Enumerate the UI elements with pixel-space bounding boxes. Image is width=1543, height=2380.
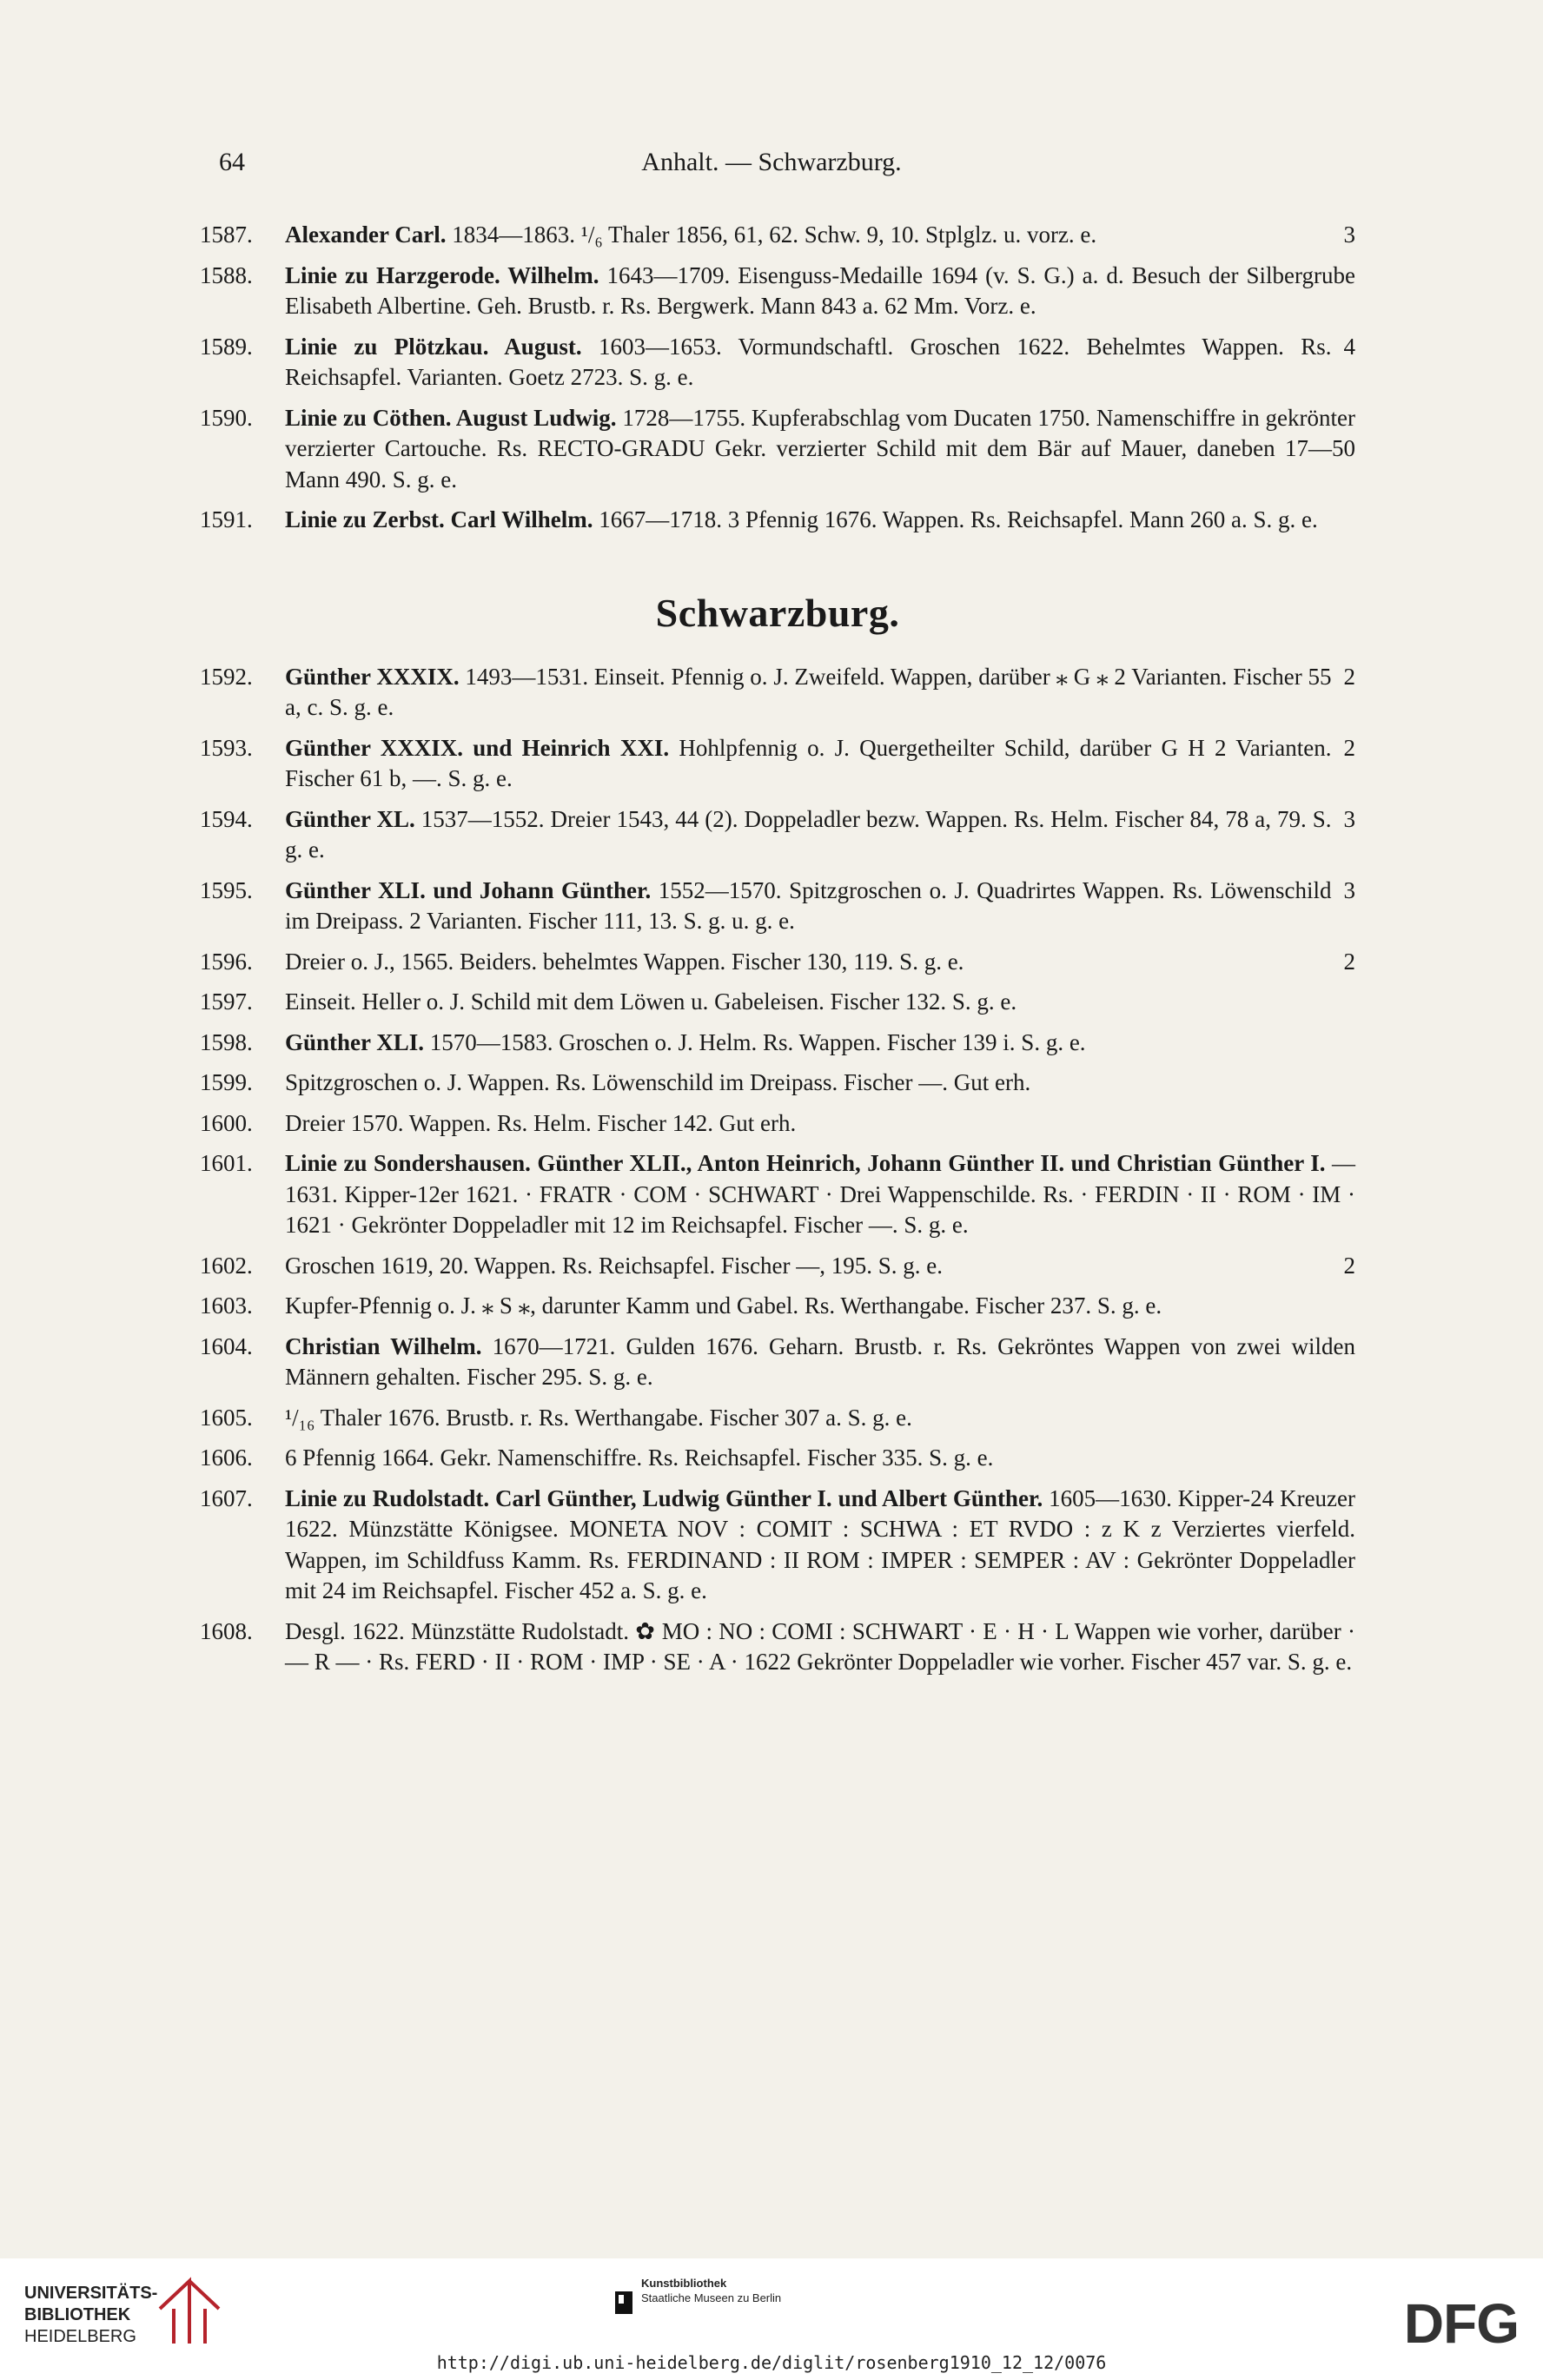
catalogue-entry — [200, 1251, 1355, 1282]
catalogue-entry — [200, 1291, 1355, 1322]
entry-heading: Linie zu Harzgerode. Wilhelm. — [285, 261, 599, 288]
catalogue-entry — [200, 220, 1355, 251]
entry-text: 1493—1531. Einseit. Pfennig o. J. Zweifeld. Wappen, darüber ⁎ G ⁎ 2 Varianten. Fischer 55 a, c. S. g. e. — [285, 663, 1332, 720]
catalogue-entry — [200, 876, 1355, 937]
entry-text: 1728—1755. Kupferabschlag vom Ducaten 1750. Namenschiffre in gekrönter verzierter Cartouche. Rs. RECTO-GRADU Gekr. verzierter Schild mit dem Bär auf Mauer, daneben 17—50 Mann 490. S. g. e. — [285, 404, 1355, 493]
entry-heading: Linie zu Plötzkau. August. — [285, 333, 582, 360]
entry-text: Dreier o. J., 1565. Beiders. behelmtes Wappen. Fischer 130, 119. S. g. e. — [285, 948, 964, 975]
catalogue-entry — [200, 804, 1355, 866]
kb-name: Kunstbibliothek — [641, 2277, 727, 2290]
entry-heading: Günther XXXIX. und Heinrich XXI. — [285, 734, 670, 761]
entry-text: 1834—1863. ¹/₆ Thaler 1856, 61, 62. Schw. 9, 10. Stplglz. u. vorz. e. — [446, 221, 1097, 248]
entry-number: 1602. — [200, 1252, 253, 1279]
entry-number: 1590. — [200, 404, 253, 431]
entry-value: 3 — [1343, 805, 1355, 832]
entry-number: 1591. — [200, 506, 253, 532]
entry-number: 1597. — [200, 988, 253, 1015]
entry-text: 6 Pfennig 1664. Gekr. Namenschiffre. Rs. Reichsapfel. Fischer 335. S. g. e. — [285, 1445, 994, 1471]
entry-value: 2 — [1343, 1252, 1355, 1279]
entry-number: 1587. — [200, 221, 253, 248]
entry-heading: Linie zu Cöthen. August Ludwig. — [285, 404, 617, 431]
entry-text: Hohlpfennig o. J. Quergetheilter Schild, darüber G H 2 Varianten. Fischer 61 b, —. S. g. e. — [285, 734, 1332, 791]
entry-number: 1593. — [200, 734, 253, 761]
catalogue-entry — [200, 1443, 1355, 1474]
entry-text: Dreier 1570. Wappen. Rs. Helm. Fischer 142. Gut erh. — [285, 1109, 797, 1136]
section-title: Schwarzburg. — [655, 590, 900, 635]
entry-text: 1670—1721. Gulden 1676. Geharn. Brustb. r. Rs. Gekröntes Wappen von zwei wilden Männern gehalten. Fischer 295. S. g. e. — [285, 1332, 1355, 1390]
entry-number: 1606. — [200, 1445, 253, 1471]
entry-value: 3 — [1343, 221, 1355, 248]
entry-text: 1552—1570. Spitzgroschen o. J. Quadrirtes Wappen. Rs. Löwenschild im Dreipass. 2 Varianten. Fischer 111, 13. S. g. u. g. e. — [285, 876, 1332, 934]
entry-number: 1600. — [200, 1109, 253, 1136]
catalogue-entry — [200, 1332, 1355, 1393]
entry-text: 1667—1718. 3 Pfennig 1676. Wappen. Rs. Reichsapfel. Mann 260 a. S. g. e. — [593, 506, 1318, 532]
entry-number: 1588. — [200, 261, 253, 288]
entry-text: 1603—1653. Vormundschaftl. Groschen 1622. Behelmtes Wappen. Rs. Reichsapfel. Varianten. Goetz 2723. S. g. e. — [285, 333, 1332, 390]
catalogue-entry — [200, 505, 1355, 536]
uni-line-3: HEIDELBERG — [24, 2327, 136, 2346]
entry-number: 1607. — [200, 1484, 253, 1511]
entry-text: Spitzgroschen o. J. Wappen. Rs. Löwenschild im Dreipass. Fischer —. Gut erh. — [285, 1069, 1031, 1095]
university-library-logo[interactable] — [24, 2283, 157, 2348]
catalogue-entry — [200, 403, 1355, 496]
catalogue-entry — [200, 987, 1355, 1018]
entry-heading: Linie zu Sondershausen. Günther XLII., Anton Heinrich, Johann Günther II. und Christian Günther I. — [285, 1150, 1326, 1176]
entry-number: 1608. — [200, 1617, 253, 1644]
kunstbibliothek-logo-icon — [613, 2290, 634, 2316]
kb-subtitle: Staatliche Museen zu Berlin — [641, 2291, 782, 2304]
dfg-logo[interactable]: DFG — [1403, 2292, 1519, 2355]
entry-text: 1605—1630. Kipper-24 Kreuzer 1622. Münzstätte Königsee. MONETA NOV : COMIT : SCHWA : ET RVDO : z K z Verziertes vierfeld. Wappen, im Schildfuss Kamm. Rs. FERDINAND : II ROM : IMPER : SEMPER : AV : Gekrönter Doppeladler mit 24 im Reichsapfel. Fischer 452 a. S. g. e. — [285, 1484, 1356, 1603]
entry-value: 2 — [1343, 948, 1355, 975]
entry-heading: Günther XL. — [285, 805, 415, 832]
entry-heading: Alexander Carl. — [285, 221, 447, 248]
entry-heading: Günther XLI. und Johann Günther. — [285, 876, 652, 903]
catalogue-entry — [200, 1616, 1355, 1678]
entry-text: 1643—1709. Eisenguss-Medaille 1694 (v. S. G.) a. d. Besuch der Silbergrube Elisabeth Albertine. Geh. Brustb. r. Rs. Bergwerk. Mann 843 a. 62 Mm. Vorz. e. — [285, 261, 1356, 319]
kunstbibliothek-logo[interactable] — [641, 2276, 781, 2305]
entry-number: 1592. — [200, 663, 253, 690]
catalogue-entry — [200, 1068, 1355, 1099]
entry-number: 1601. — [200, 1150, 253, 1176]
entry-list-anhalt — [200, 220, 1355, 536]
page-number: 64 — [219, 148, 245, 176]
entry-number: 1598. — [200, 1028, 253, 1055]
entry-heading: Linie zu Rudolstadt. Carl Günther, Ludwig Günther I. und Albert Günther. — [285, 1484, 1043, 1511]
entry-number: 1599. — [200, 1069, 253, 1095]
catalogue-entry — [200, 947, 1355, 978]
entry-number: 1594. — [200, 805, 253, 832]
permalink-url[interactable]: http://digi.ub.uni-heidelberg.de/diglit/rosenberg1910_12_12/0076 — [436, 2352, 1107, 2373]
entry-value: 2 — [1343, 663, 1355, 690]
catalogue-entry — [200, 733, 1355, 795]
entry-text: Groschen 1619, 20. Wappen. Rs. Reichsapfel. Fischer —, 195. S. g. e. — [285, 1252, 943, 1279]
catalogue-entry — [200, 1148, 1355, 1241]
library-emblem-icon — [155, 2274, 224, 2347]
entry-text: ¹/₁₆ Thaler 1676. Brustb. r. Rs. Werthangabe. Fischer 307 a. S. g. e. — [285, 1404, 912, 1431]
entry-number: 1604. — [200, 1332, 253, 1359]
entry-value: 4 — [1343, 333, 1355, 360]
entry-text: Desgl. 1622. Münzstätte Rudolstadt. ✿ MO : NO : COMI : SCHWART · E · H · L Wappen wie vorher, darüber · — R — · Rs. FERD · II · ROM · IMP · SE · A · 1622 Gekrönter Doppeladler wie vorher. Fischer 457 var. S. g. e. — [285, 1617, 1355, 1675]
entry-value: 2 — [1343, 734, 1355, 761]
entry-heading: Günther XXXIX. — [285, 663, 460, 690]
catalogue-entry — [200, 1028, 1355, 1059]
catalogue-entry — [200, 662, 1355, 724]
catalogue-entry — [200, 1108, 1355, 1140]
entry-text: 1537—1552. Dreier 1543, 44 (2). Doppeladler bezw. Wappen. Rs. Helm. Fischer 84, 78 a, 79. S. g. e. — [285, 805, 1332, 863]
entry-text: Kupfer-Pfennig o. J. ⁎ S ⁎, darunter Kamm und Gabel. Rs. Werthangabe. Fischer 237. S. g. e. — [285, 1292, 1162, 1319]
entry-text: —1631. Kipper-12er 1621. · FRATR · COM · SCHWART · Drei Wappenschilde. Rs. · FERDIN · II · ROM · IM · 1621 · Gekrönter Doppeladler mit 12 im Reichsapfel. Fischer —. S. g. e. — [285, 1150, 1355, 1238]
running-title: Anhalt. — Schwarzburg. — [641, 148, 902, 176]
catalogue-entry — [200, 261, 1355, 322]
entry-number: 1589. — [200, 333, 253, 360]
entry-number: 1596. — [200, 948, 253, 975]
entry-text: Einseit. Heller o. J. Schild mit dem Löwen u. Gabeleisen. Fischer 132. S. g. e. — [285, 988, 1017, 1015]
catalogue-entries — [200, 220, 1355, 1688]
uni-line-1: UNIVERSITÄTS- — [24, 2284, 158, 2303]
entry-heading: Christian Wilhelm. — [285, 1332, 482, 1359]
entry-heading: Linie zu Zerbst. Carl Wilhelm. — [285, 506, 593, 532]
entry-list-schwarzburg — [200, 662, 1355, 1678]
uni-line-2: BIBLIOTHEK — [24, 2305, 131, 2324]
entry-heading: Günther XLI. — [285, 1028, 425, 1055]
catalogue-entry — [200, 1484, 1355, 1607]
entry-number: 1605. — [200, 1404, 253, 1431]
entry-number: 1603. — [200, 1292, 253, 1319]
entry-text: 1570—1583. Groschen o. J. Helm. Rs. Wappen. Fischer 139 i. S. g. e. — [424, 1028, 1086, 1055]
entry-number: 1595. — [200, 876, 253, 903]
entry-value: 3 — [1343, 876, 1355, 903]
catalogue-entry — [200, 332, 1355, 393]
page-header — [0, 148, 1543, 191]
footer — [0, 2258, 1543, 2380]
catalogue-entry — [200, 1403, 1355, 1434]
